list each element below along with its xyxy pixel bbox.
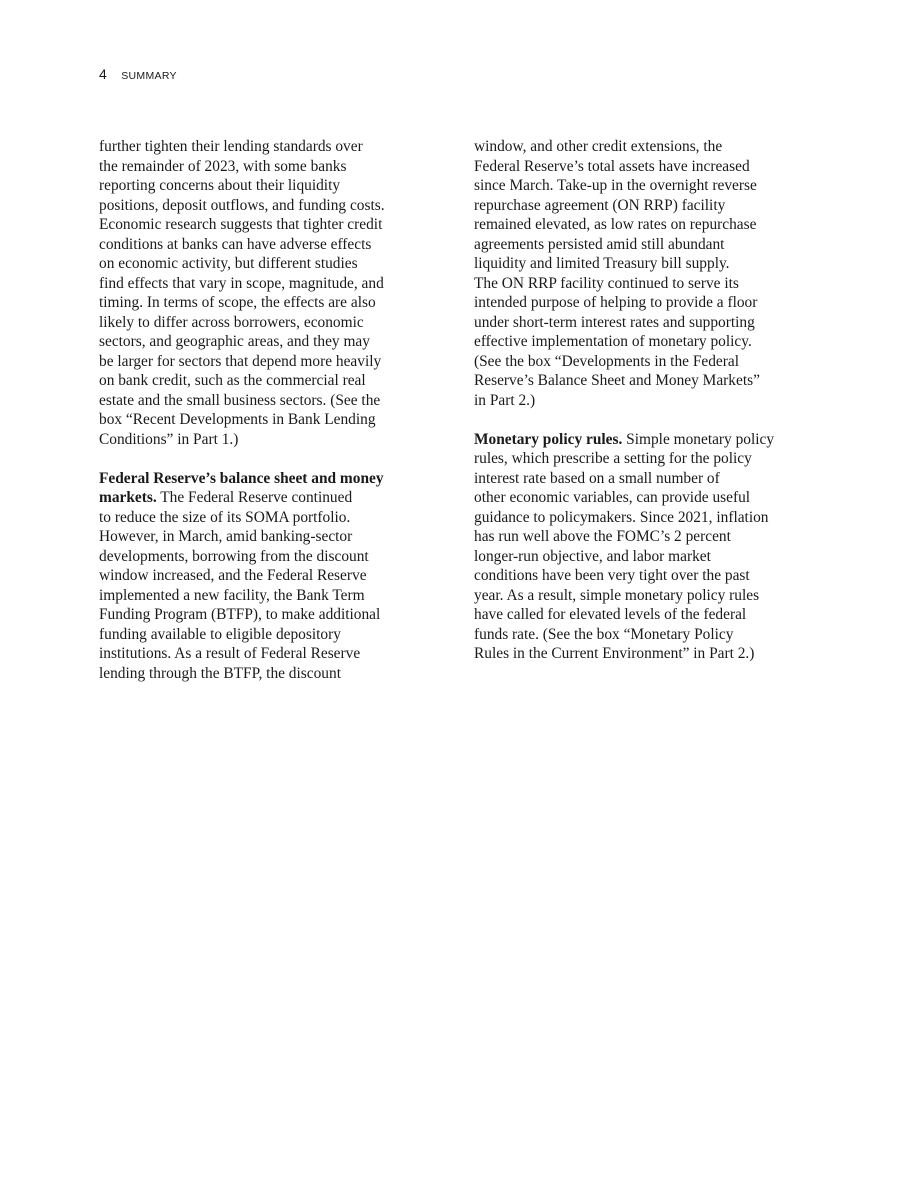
text-line: conditions have been very tight over the past xyxy=(474,567,750,584)
text-line: interest rate based on a small number of xyxy=(474,469,720,487)
text-line: The ON RRP facility continued to serve its xyxy=(474,274,739,292)
text-line: funds rate. (See the box “Monetary Policy xyxy=(474,625,734,643)
text-line: positions, deposit outflows, and funding costs. xyxy=(99,196,385,214)
text-line: further tighten their lending standards over xyxy=(99,138,363,155)
text-line xyxy=(474,430,806,450)
text-line: funding available to eligible depository xyxy=(99,625,341,643)
run-in-heading: markets. xyxy=(99,489,157,506)
text-line: guidance to policymakers. Since 2021, inflation xyxy=(474,508,769,526)
paragraph-balance-sheet xyxy=(99,469,431,684)
text-line: institutions. As a result of Federal Reserve xyxy=(99,645,361,662)
section-label: SUMMARY xyxy=(121,70,177,82)
text-line: Rules in the Current Environment” in Part 2.) xyxy=(474,645,755,662)
right-column xyxy=(474,137,806,683)
text-line: on economic activity, but different studies xyxy=(99,255,358,272)
text-line: on bank credit, such as the commercial real xyxy=(99,372,366,389)
text-line: year. As a result, simple monetary policy rules xyxy=(474,586,760,604)
text-line: conditions at banks can have adverse effects xyxy=(99,235,372,253)
text-line xyxy=(99,488,431,508)
text-line: effective implementation of monetary policy. xyxy=(474,333,752,350)
run-in-heading: Monetary policy rules. xyxy=(474,430,623,448)
paragraph-policy-rules xyxy=(474,430,806,664)
text-line: rules, which prescribe a setting for the policy xyxy=(474,450,752,467)
text-line: Funding Program (BTFP), to make additional xyxy=(99,606,381,623)
text-line: box “Recent Developments in Bank Lending xyxy=(99,411,376,428)
text-line: Reserve’s Balance Sheet and Money Markets” xyxy=(474,372,760,389)
text-line: in Part 2.) xyxy=(474,391,536,409)
text-line: agreements persisted amid still abundant xyxy=(474,235,725,253)
page-number: 4 xyxy=(99,66,107,82)
text-run: The Federal Reserve continued xyxy=(156,489,353,506)
text-line: Economic research suggests that tighter credit xyxy=(99,216,383,233)
text-line: (See the box “Developments in the Federal xyxy=(474,352,739,370)
paragraph-bank-lending xyxy=(99,137,431,449)
text-line: likely to differ across borrowers, economic xyxy=(99,313,364,331)
paragraph-balance-sheet-continued xyxy=(474,137,806,410)
text-line: remained elevated, as low rates on repurchase xyxy=(474,216,757,233)
text-line: developments, borrowing from the discount xyxy=(99,547,369,565)
text-line: repurchase agreement (ON RRP) facility xyxy=(474,196,726,214)
text-line: window, and other credit extensions, the xyxy=(474,138,723,155)
running-head xyxy=(99,66,177,86)
text-line: Federal Reserve’s total assets have increased xyxy=(474,157,750,175)
text-line: implemented a new facility, the Bank Term xyxy=(99,586,365,604)
text-line: find effects that vary in scope, magnitude, and xyxy=(99,274,384,292)
text-line: have called for elevated levels of the federal xyxy=(474,606,747,623)
text-line: longer-run objective, and labor market xyxy=(474,547,711,565)
text-line: reporting concerns about their liquidity xyxy=(99,177,341,194)
text-line: timing. In terms of scope, the effects are also xyxy=(99,294,376,311)
text-line: has run well above the FOMC’s 2 percent xyxy=(474,528,731,545)
text-line: intended purpose of helping to provide a floor xyxy=(474,294,758,311)
text-line: liquidity and limited Treasury bill supply. xyxy=(474,255,730,272)
text-line: Conditions” in Part 1.) xyxy=(99,430,239,448)
left-column xyxy=(99,137,431,703)
text-line: the remainder of 2023, with some banks xyxy=(99,157,347,175)
text-line: since March. Take-up in the overnight reverse xyxy=(474,177,757,194)
text-line: lending through the BTFP, the discount xyxy=(99,664,341,682)
text-line: under short-term interest rates and supporting xyxy=(474,313,755,331)
text-line: be larger for sectors that depend more heavily xyxy=(99,352,382,370)
text-line: window increased, and the Federal Reserve xyxy=(99,567,367,584)
text-run: Simple monetary policy xyxy=(622,430,775,448)
text-line: estate and the small business sectors. (See the xyxy=(99,391,381,409)
text-line: other economic variables, can provide useful xyxy=(474,489,751,506)
text-line: to reduce the size of its SOMA portfolio. xyxy=(99,508,351,526)
text-line: sectors, and geographic areas, and they may xyxy=(99,333,370,350)
run-in-heading-line: Federal Reserve’s balance sheet and money xyxy=(99,469,384,487)
text-line: However, in March, amid banking-sector xyxy=(99,528,353,545)
